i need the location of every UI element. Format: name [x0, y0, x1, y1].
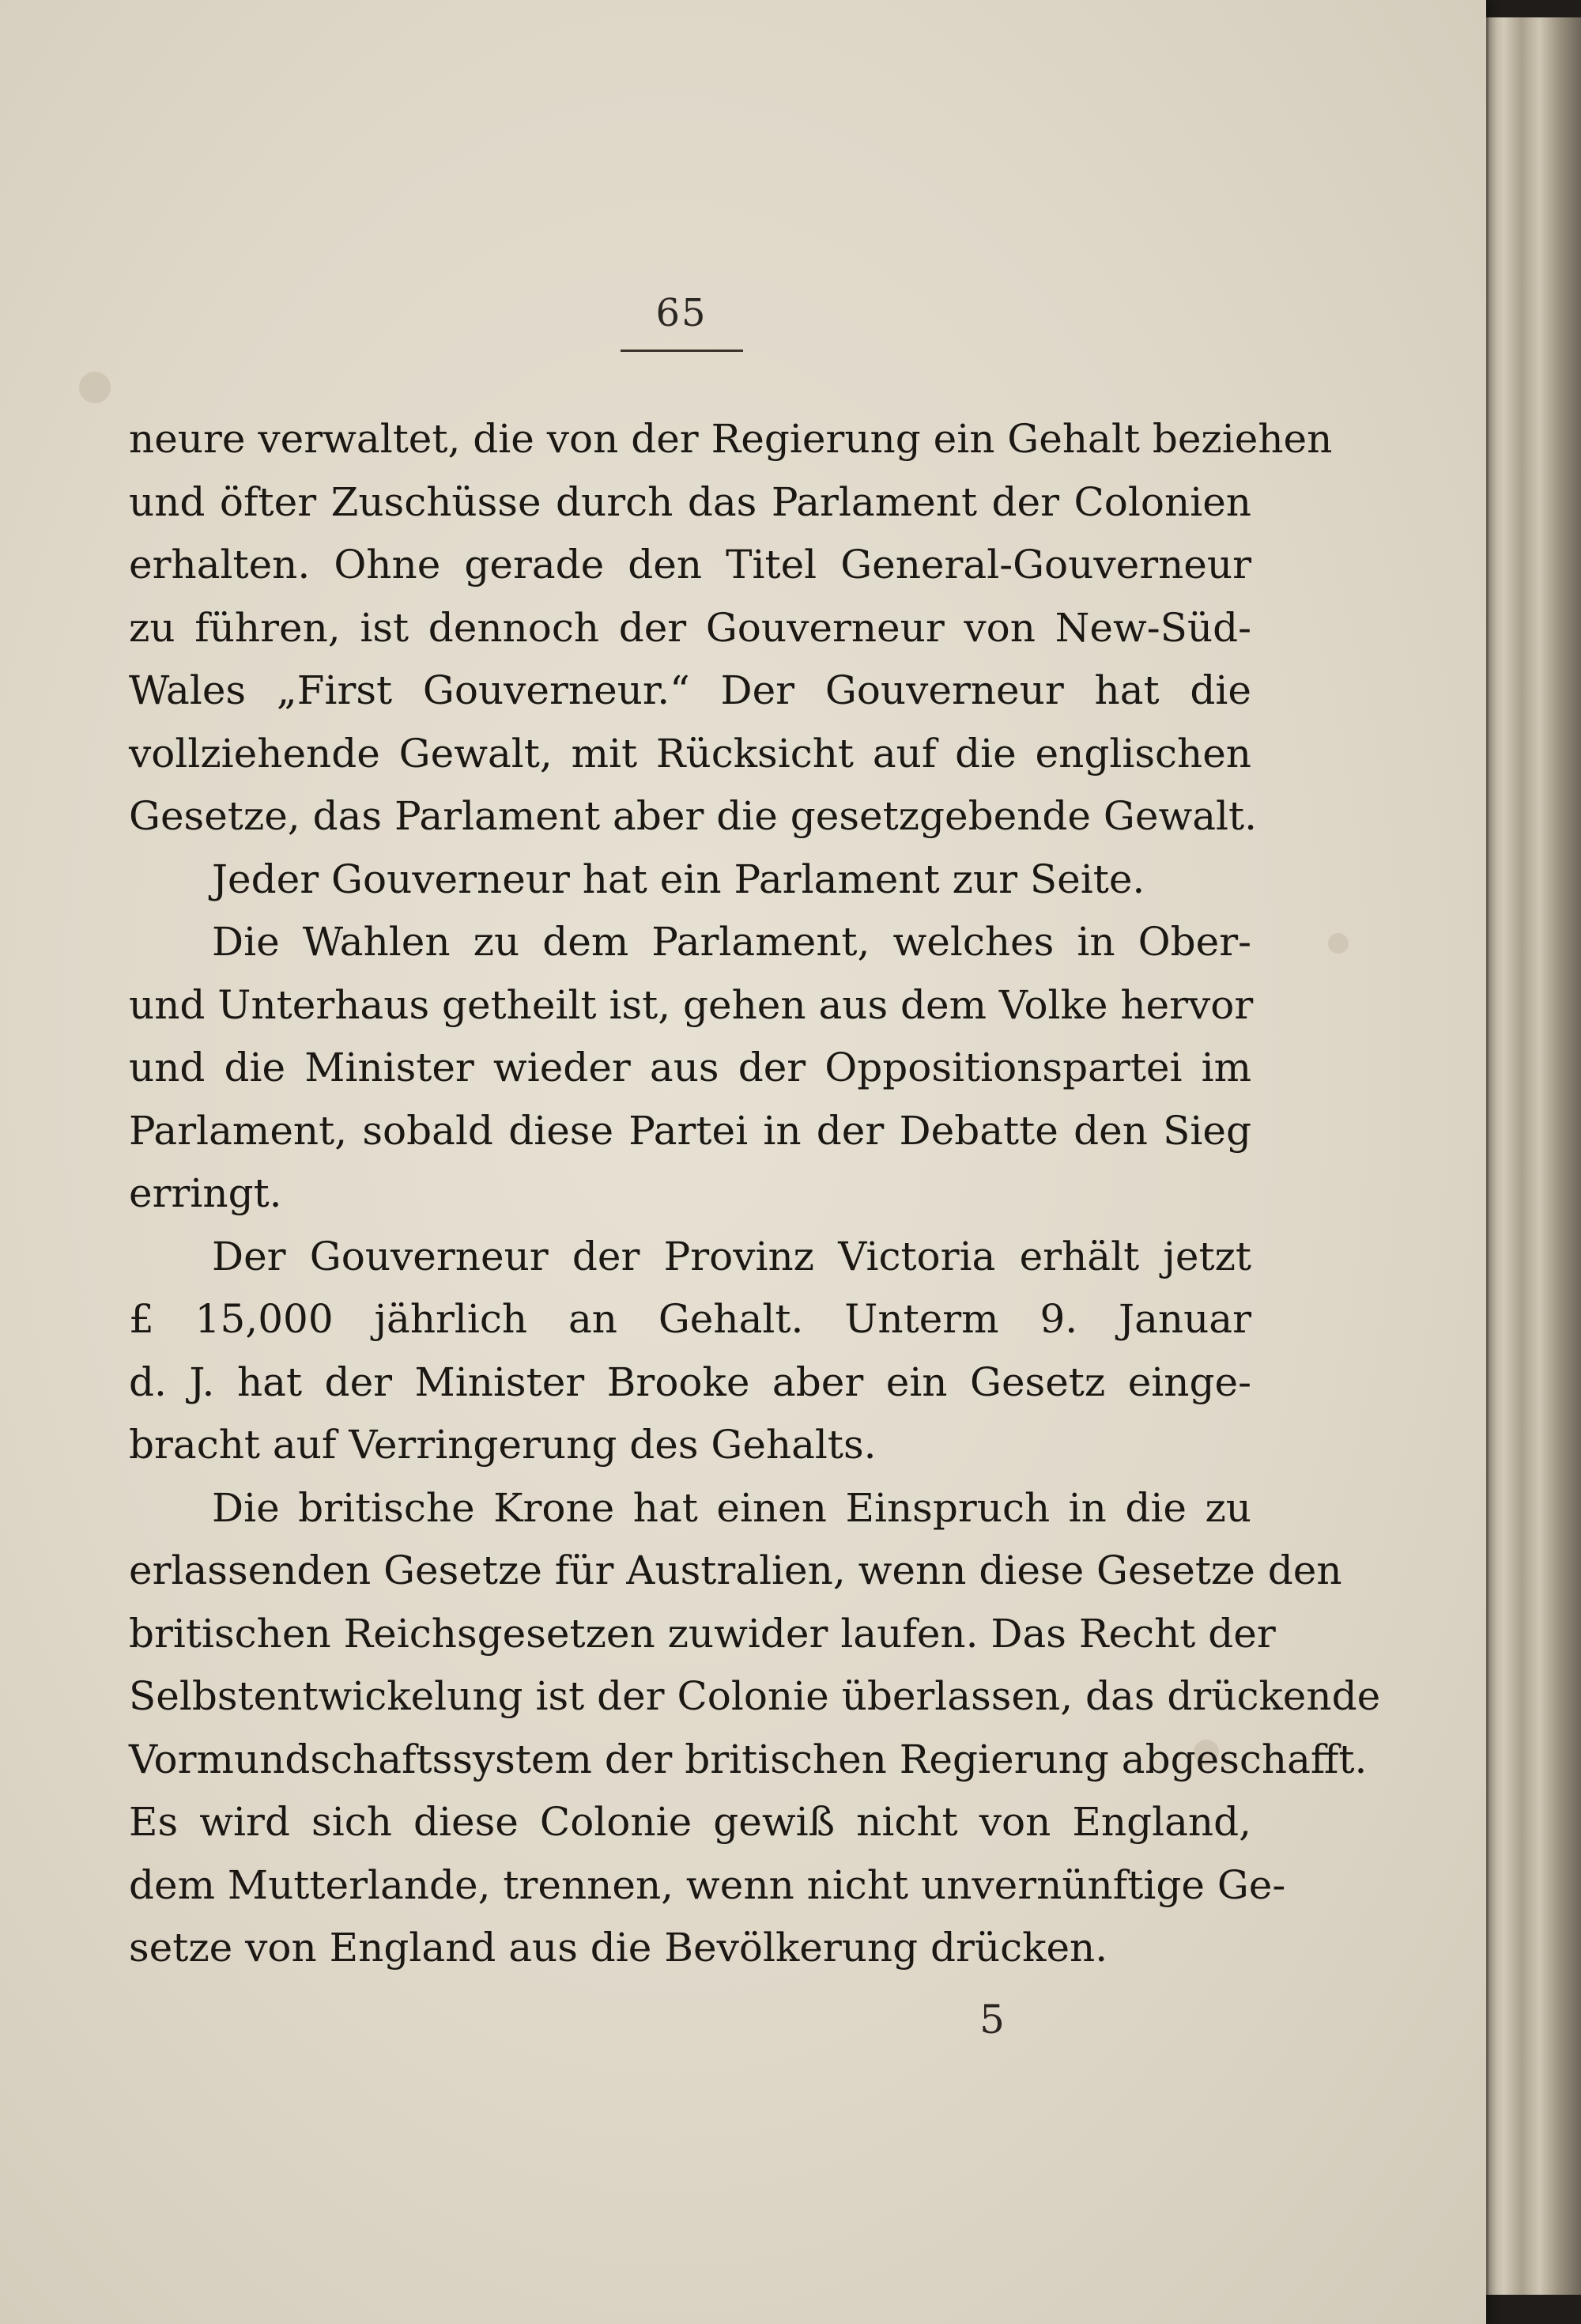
text-line: britischen Reichsgesetzen zuwider laufen. Das Recht der — [129, 1610, 1276, 1657]
text-line: und Unterhaus getheilt ist, gehen aus dem Volke hervor — [129, 981, 1254, 1028]
text-line: vollziehende Gewalt, mit Rücksicht auf die englischen — [129, 730, 1251, 777]
text-line: Wales „First Gouverneur.“ Der Gouverneur hat die — [129, 667, 1251, 713]
text-line: Die britische Krone hat einen Einspruch in die zu — [212, 1484, 1251, 1531]
text-line: Gesetze, das Parlament aber die gesetzgebende Gewalt. — [129, 793, 1258, 839]
text-line: und die Minister wieder aus der Oppositionspartei im — [129, 1045, 1251, 1090]
paper-stain — [1328, 933, 1349, 954]
text-line: setze von England aus die Bevölkerung drücken. — [129, 1925, 1108, 1971]
text-line: zu führen, ist dennoch der Gouverneur von New-Süd- — [129, 604, 1251, 651]
text-line: erhalten. Ohne gerade den Titel General-Gouverneur — [129, 542, 1251, 588]
text-line: Parlament, sobald diese Partei in der Debatte den Sieg — [129, 1107, 1251, 1154]
text-line: Jeder Gouverneur hat ein Parlament zur Seite. — [212, 856, 1145, 902]
text-line: d. J. hat der Minister Brooke aber ein Gesetz einge- — [129, 1359, 1251, 1405]
page-number-rule — [621, 350, 743, 352]
paper-stain — [79, 372, 111, 403]
text-line: neure verwaltet, die von der Regierung ein Gehalt beziehen — [129, 416, 1333, 462]
text-line: Der Gouverneur der Provinz Victoria erhält jetzt — [212, 1233, 1251, 1279]
text-line: und öfter Zuschüsse durch das Parlament der Colonien — [129, 478, 1251, 525]
text-line: erlassenden Gesetze für Australien, wenn diese Gesetze den — [129, 1547, 1342, 1593]
text-line: bracht auf Verringerung des Gehalts. — [129, 1422, 877, 1468]
page-number: 65 — [655, 291, 707, 335]
text-line: dem Mutterlande, trennen, wenn nicht unvernünftige Ge- — [129, 1861, 1286, 1908]
text-line: Vormundschaftssystem der britischen Regierung abgeschafft. — [129, 1736, 1368, 1782]
text-line: erringt. — [129, 1170, 282, 1216]
text-line: Selbstentwickelung ist der Colonie überlassen, das drückende — [129, 1673, 1381, 1719]
text-line: Es wird sich diese Colonie gewiß nicht von England, — [129, 1799, 1251, 1845]
body-text — [129, 408, 1381, 1980]
text-line: £ 15,000 jährlich an Gehalt. Unterm 9. Januar — [129, 1296, 1251, 1342]
signature-mark: 5 — [979, 1997, 1005, 2042]
text-line: Die Wahlen zu dem Parlament, welches in Ober- — [212, 919, 1251, 965]
